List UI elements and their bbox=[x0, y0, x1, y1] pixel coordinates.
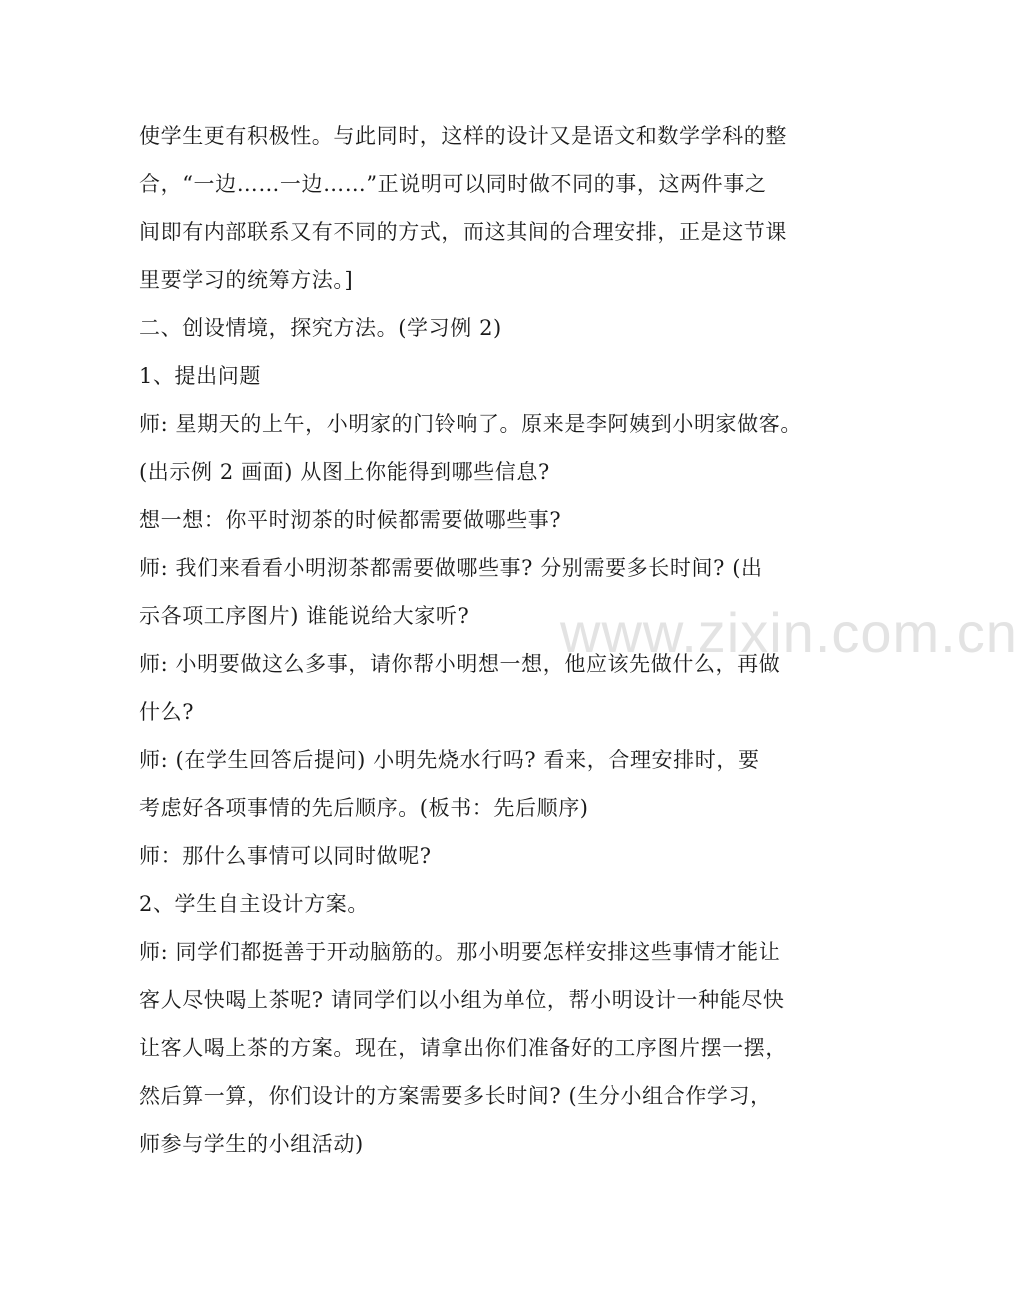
section-heading: 二、创设情境，探究方法。(学习例 2) bbox=[139, 316, 502, 340]
text-line: 师参与学生的小组活动) bbox=[139, 1132, 364, 1156]
subsection-heading: 1、提出问题 bbox=[139, 364, 261, 388]
text-line: 客人尽快喝上茶呢? 请同学们以小组为单位，帮小明设计一种能尽快 bbox=[139, 988, 785, 1012]
text-line: 什么? bbox=[139, 700, 195, 724]
text-line: 考虑好各项事情的先后顺序。(板书：先后顺序) bbox=[139, 796, 589, 820]
text-line: 师：那什么事情可以同时做呢? bbox=[139, 844, 432, 868]
text-line: 使学生更有积极性。与此同时，这样的设计又是语文和数学学科的整 bbox=[139, 124, 787, 148]
subsection-heading: 2、学生自主设计方案。 bbox=[139, 892, 369, 916]
text-line: (出示例 2 画面) 从图上你能得到哪些信息? bbox=[139, 460, 550, 484]
text-line: 师: 同学们都挺善于开动脑筋的。那小明要怎样安排这些事情才能让 bbox=[139, 940, 781, 964]
text-line: 示各项工序图片) 谁能说给大家听? bbox=[139, 604, 470, 628]
text-line: 师: (在学生回答后提问) 小明先烧水行吗? 看来，合理安排时，要 bbox=[139, 748, 760, 772]
text-line: 间即有内部联系又有不同的方式，而这其间的合理安排，正是这节课 bbox=[139, 220, 787, 244]
text-line: 让客人喝上茶的方案。现在，请拿出你们准备好的工序图片摆一摆， bbox=[139, 1036, 787, 1060]
text-line: 想一想：你平时沏茶的时候都需要做哪些事? bbox=[139, 508, 562, 532]
text-line: 里要学习的统筹方法。] bbox=[139, 268, 354, 292]
watermark: www.zixin.com.cn bbox=[560, 601, 1018, 664]
text-line: 师: 星期天的上午，小明家的门铃响了。原来是李阿姨到小明家做客。 bbox=[139, 412, 802, 436]
text-line: 合，“一边……一边……”正说明可以同时做不同的事，这两件事之 bbox=[139, 172, 767, 196]
text-line: 师: 小明要做这么多事，请你帮小明想一想，他应该先做什么，再做 bbox=[139, 652, 781, 676]
text-line: 师: 我们来看看小明沏茶都需要做哪些事? 分别需要多长时间? (出 bbox=[139, 556, 763, 580]
text-line: 然后算一算，你们设计的方案需要多长时间? (生分小组合作学习， bbox=[139, 1084, 772, 1108]
